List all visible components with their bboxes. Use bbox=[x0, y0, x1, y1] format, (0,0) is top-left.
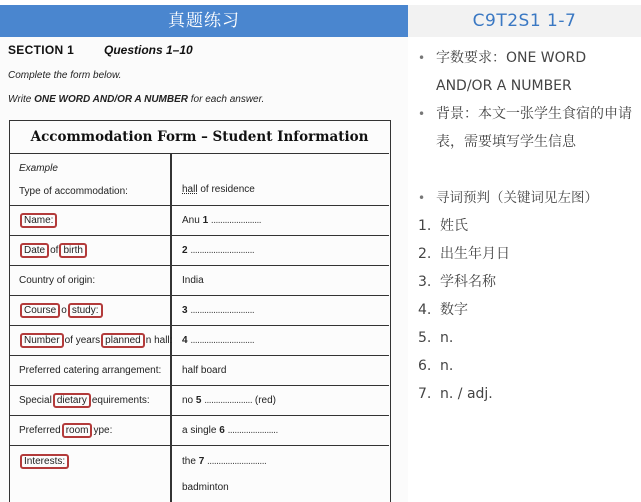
row-label: Preferred catering arrangement: bbox=[19, 365, 162, 376]
accommodation-form bbox=[9, 120, 391, 502]
keyword-box: Course bbox=[20, 303, 60, 318]
list-item: 4. 数字 bbox=[418, 302, 468, 318]
row-value-line2: badminton bbox=[182, 482, 229, 493]
keyword-box: dietary bbox=[53, 393, 91, 408]
keyword-box: Interests: bbox=[20, 454, 69, 469]
form-row-years bbox=[10, 326, 389, 356]
example-label: Example bbox=[19, 163, 58, 174]
row-label: Date of birth bbox=[19, 245, 88, 256]
row-value: half board bbox=[182, 365, 227, 376]
row-label bbox=[19, 215, 58, 226]
row-label: Preferred room ype: bbox=[19, 425, 113, 436]
left-header: 真题练习 bbox=[0, 5, 408, 37]
form-row-country bbox=[10, 266, 389, 296]
keyword-box: planned bbox=[101, 333, 145, 348]
form-row-date-of-birth bbox=[10, 236, 389, 266]
row-label bbox=[19, 456, 70, 467]
form-row-dietary bbox=[10, 386, 389, 416]
row-value: Anu 1 ...................... bbox=[182, 215, 262, 226]
form-title: Accommodation Form – Student Information bbox=[10, 121, 389, 154]
list-item: 7. n. / adj. bbox=[418, 386, 493, 402]
instruction-write: Write ONE WORD AND/OR A NUMBER for each answer. bbox=[8, 94, 265, 105]
note-bullet: • 字数要求：ONE WORD AND/OR A NUMBER bbox=[418, 44, 638, 100]
keyword-box: Name: bbox=[20, 213, 57, 228]
section-title: SECTION 1 bbox=[8, 43, 75, 57]
form-row-room bbox=[10, 416, 389, 446]
list-item: 5. n. bbox=[418, 330, 454, 346]
bullet-dot-icon: • bbox=[418, 191, 426, 205]
form-row-interests bbox=[10, 446, 389, 502]
note-bullet: • 寻词预判（关键词见左图） bbox=[418, 184, 638, 212]
list-item: 1. 姓氏 bbox=[418, 218, 468, 234]
section-questions: Questions 1–10 bbox=[104, 43, 193, 57]
row-label: Number of years planned n hall: bbox=[19, 335, 172, 346]
list-item: 3. 学科名称 bbox=[418, 274, 496, 290]
row-value: hall of residence bbox=[182, 184, 255, 195]
keyword-box: Date bbox=[20, 243, 49, 258]
keyword-box: study: bbox=[68, 303, 103, 318]
row-label: Special dietary equirements: bbox=[19, 395, 150, 406]
row-label: Country of origin: bbox=[19, 275, 96, 286]
form-row-example bbox=[10, 154, 389, 206]
row-label: Course o study: bbox=[19, 305, 104, 316]
row-value: 4 ............................ bbox=[182, 335, 255, 346]
list-item: 6. n. bbox=[418, 358, 454, 374]
instruction-complete: Complete the form below. bbox=[8, 70, 122, 81]
form-row-course bbox=[10, 296, 389, 326]
keyword-box: Number bbox=[20, 333, 64, 348]
form-row-name bbox=[10, 206, 389, 236]
list-item: 2. 出生年月日 bbox=[418, 246, 510, 262]
form-row-catering bbox=[10, 356, 389, 386]
exam-document bbox=[0, 37, 408, 502]
keyword-box: birth bbox=[59, 243, 86, 258]
row-value: 3 ............................ bbox=[182, 305, 255, 316]
row-value: India bbox=[182, 275, 204, 286]
bullet-dot-icon: • bbox=[418, 107, 426, 121]
row-value: a single 6 ...................... bbox=[182, 425, 278, 436]
right-header: C9T2S1 1-7 bbox=[408, 5, 641, 37]
row-value: the 7 .......................... bbox=[182, 456, 267, 467]
row-label: Type of accommodation: bbox=[19, 186, 128, 197]
bullet-dot-icon: • bbox=[418, 51, 426, 65]
note-bullet: • 背景：本文一张学生食宿的申请表，需要填写学生信息 bbox=[418, 100, 638, 156]
row-value: no 5 ..................... (red) bbox=[182, 395, 277, 406]
row-value: 2 ............................ bbox=[182, 245, 255, 256]
keyword-box: room bbox=[62, 423, 93, 438]
